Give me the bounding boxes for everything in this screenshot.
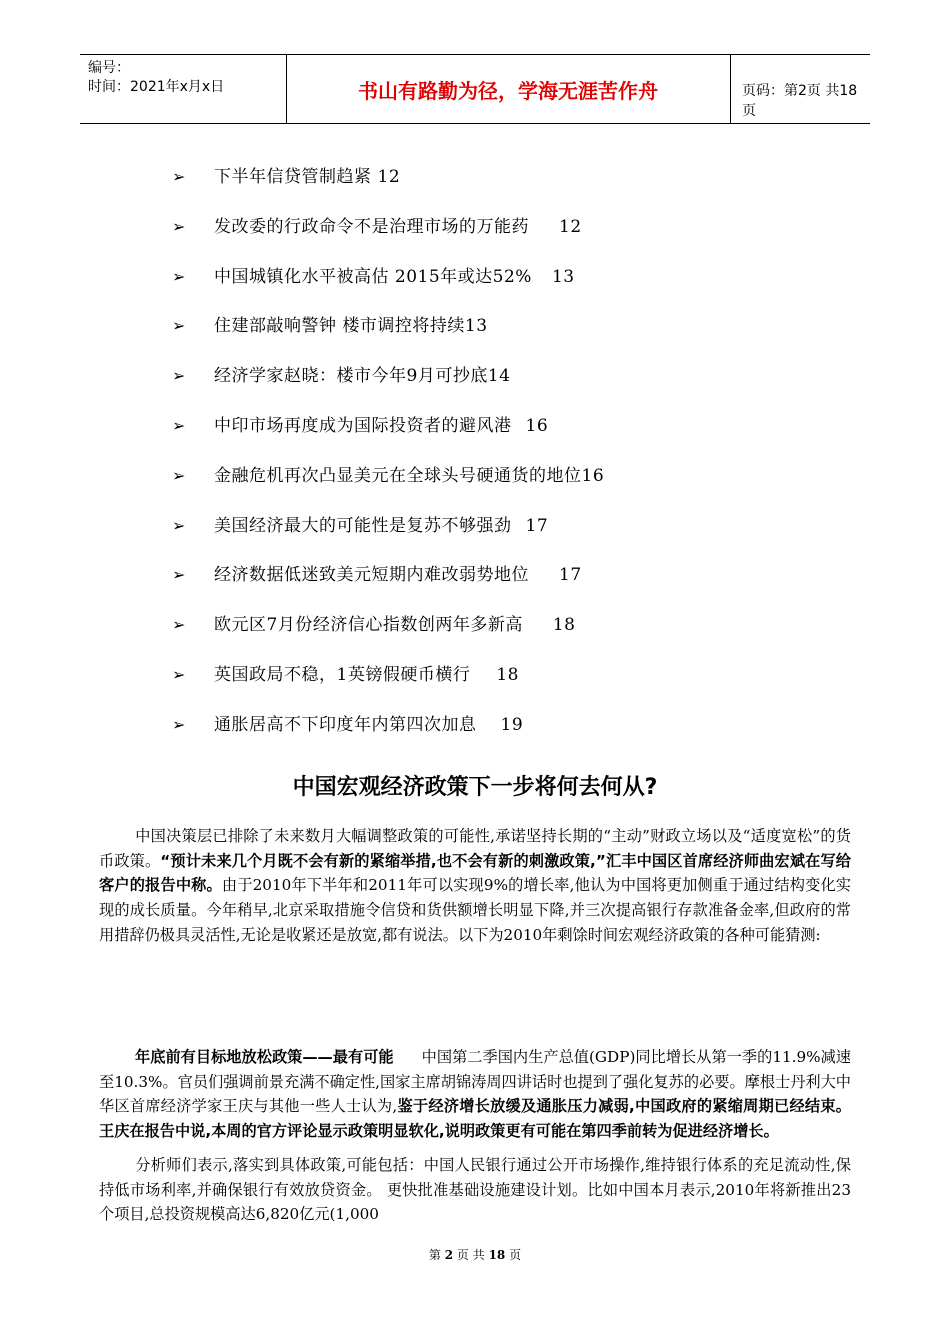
arrow-bullet-icon: ➢ bbox=[172, 465, 186, 485]
arrow-bullet-icon: ➢ bbox=[172, 167, 186, 186]
toc-item[interactable] bbox=[172, 513, 872, 563]
arrow-bullet-icon: ➢ bbox=[172, 216, 186, 236]
toc-item-page: 17 bbox=[525, 515, 549, 536]
article-paragraph bbox=[99, 1153, 851, 1227]
header-meta bbox=[88, 59, 283, 97]
toc-item[interactable] bbox=[172, 164, 872, 214]
arrow-bullet-icon: ➢ bbox=[172, 664, 186, 684]
toc-item[interactable] bbox=[172, 214, 872, 264]
arrow-bullet-icon: ➢ bbox=[172, 366, 186, 386]
toc-item-title: 通胀居高不下印度年内第四次加息 bbox=[214, 714, 477, 735]
toc-item-page: 18 bbox=[496, 664, 519, 685]
toc-item-title: 美国经济最大的可能性是复苏不够强劲 bbox=[214, 515, 512, 536]
toc-item[interactable] bbox=[172, 662, 872, 712]
page-header bbox=[80, 54, 870, 124]
toc-item-page: 16 bbox=[581, 465, 605, 486]
toc-item-page: 18 bbox=[552, 615, 576, 636]
toc-item[interactable] bbox=[172, 363, 872, 413]
footer-prefix: 第 bbox=[428, 1248, 441, 1262]
toc-item[interactable] bbox=[172, 413, 872, 463]
toc-item-page: 14 bbox=[487, 366, 511, 387]
toc-item[interactable] bbox=[172, 264, 872, 314]
toc-item-page: 13 bbox=[464, 316, 488, 337]
toc-item-title: 欧元区7月份经济信心指数创两年多新高 bbox=[214, 615, 523, 636]
toc-item-page: 12 bbox=[377, 167, 401, 187]
header-divider bbox=[730, 55, 731, 123]
toc-item-title: 发改委的行政命令不是治理市场的万能药 bbox=[214, 216, 529, 237]
toc-item[interactable] bbox=[172, 313, 872, 363]
arrow-bullet-icon: ➢ bbox=[172, 266, 186, 286]
article-paragraph bbox=[99, 824, 851, 948]
section-heading: 年底前有目标地放松政策——最有可能 bbox=[135, 1048, 394, 1066]
table-of-contents bbox=[172, 164, 872, 762]
toc-item-title: 下半年信贷管制趋紧 bbox=[214, 167, 372, 187]
paragraph-text: 分析师们表示,落实到具体政策,可能包括：中国人民银行通过公开市场操作,维持银行体系的充足流动性,保持低市场利率,并确保银行有效放贷资金。 更快批准基础设施建设计划。比如中国本月表示,2010年将新推出23个项目,总投资规模高达6,820亿元(1,000 bbox=[99, 1156, 851, 1224]
footer-page-number: 2 bbox=[444, 1248, 454, 1262]
toc-item-title: 金融危机再次凸显美元在全球头号硬通货的地位 bbox=[214, 465, 582, 486]
paragraph-text: 中国决策层已排除了未来数月大幅调整政策的可能性,承诺坚持长期的“主动”财政立场以及“适度宽松”的货币政策。 bbox=[99, 827, 851, 870]
header-motto: 书山有路勤为径，学海无涯苦作舟 bbox=[358, 79, 658, 103]
page-footer bbox=[0, 1246, 950, 1263]
footer-total-pages: 18 bbox=[488, 1248, 506, 1262]
arrow-bullet-icon: ➢ bbox=[172, 515, 186, 535]
toc-item-page: 12 bbox=[559, 216, 582, 237]
toc-item-title: 经济数据低迷致美元短期内难改弱势地位 bbox=[214, 565, 529, 586]
toc-item[interactable] bbox=[172, 712, 872, 762]
arrow-bullet-icon: ➢ bbox=[172, 316, 186, 336]
paragraph-quote: “预计未来几个月既不会有新的紧缩举措,也不会有新的刺激政策,”汇丰中国区首席经济师曲宏斌在写给客户的报告中称。 bbox=[99, 851, 851, 895]
paragraph-emphasis: 鉴于经济增长放缓及通胀压力减弱,中国政府的紧缩周期已经结束。王庆在报告中说,本周的官方评论显示政策明显软化,说明政策更有可能在第四季前转为促进经济增长。 bbox=[99, 1097, 851, 1141]
toc-item[interactable] bbox=[172, 463, 872, 513]
toc-item-title: 英国政局不稳，1英镑假硬币横行 bbox=[214, 664, 471, 685]
toc-item-title: 住建部敲响警钟 楼市调控将持续 bbox=[214, 316, 465, 337]
article-title: 中国宏观经济政策下一步将何去何从? bbox=[292, 775, 658, 800]
paragraph-text: 中国第二季国内生产总值(GDP)同比增长从第一季的11.9%减速至10.3%。官员们强调前景充满不确定性,国家主席胡锦涛周四讲话时也提到了强化复苏的必要。摩根士丹利大中华区首席经济学家王庆与其他一些人士认为, bbox=[99, 1048, 851, 1116]
document-time: 时间：2021年x月x日 bbox=[88, 79, 225, 95]
toc-item-title: 中印市场再度成为国际投资者的避风港 bbox=[214, 415, 512, 436]
toc-item-title: 经济学家赵晓：楼市今年9月可抄底 bbox=[214, 366, 488, 387]
toc-item[interactable] bbox=[172, 562, 872, 612]
arrow-bullet-icon: ➢ bbox=[172, 714, 186, 734]
document-number-label: 编号： bbox=[88, 60, 130, 76]
footer-mid: 页 共 bbox=[456, 1248, 485, 1262]
paragraph-text: 由于2010年下半年和2011年可以实现9%的增长率,他认为中国将更加侧重于通过结构变化实现的成长质量。今年稍早,北京采取措施令信贷和货供额增长明显下降,并三次提高银行存款准备金率,但政府的常用措辞仍极具灵活性,无论是收紧还是放宽,都有说法。以下为2010年剩馀时间宏观经济政策的各种可能猜测: bbox=[99, 876, 851, 944]
arrow-bullet-icon: ➢ bbox=[172, 615, 186, 635]
toc-item-page: 13 bbox=[551, 266, 575, 287]
toc-item-page: 17 bbox=[559, 565, 582, 586]
arrow-bullet-icon: ➢ bbox=[172, 415, 186, 435]
toc-item-title: 中国城镇化水平被高估 2015年或达52% bbox=[214, 266, 532, 287]
article-paragraph bbox=[99, 1045, 851, 1144]
toc-item[interactable] bbox=[172, 612, 872, 662]
arrow-bullet-icon: ➢ bbox=[172, 565, 186, 585]
footer-suffix: 页 bbox=[509, 1248, 522, 1262]
toc-item-page: 16 bbox=[525, 415, 549, 436]
toc-item-page: 19 bbox=[500, 714, 524, 735]
header-page-info: 页码：第2页 共18页 bbox=[742, 83, 858, 119]
